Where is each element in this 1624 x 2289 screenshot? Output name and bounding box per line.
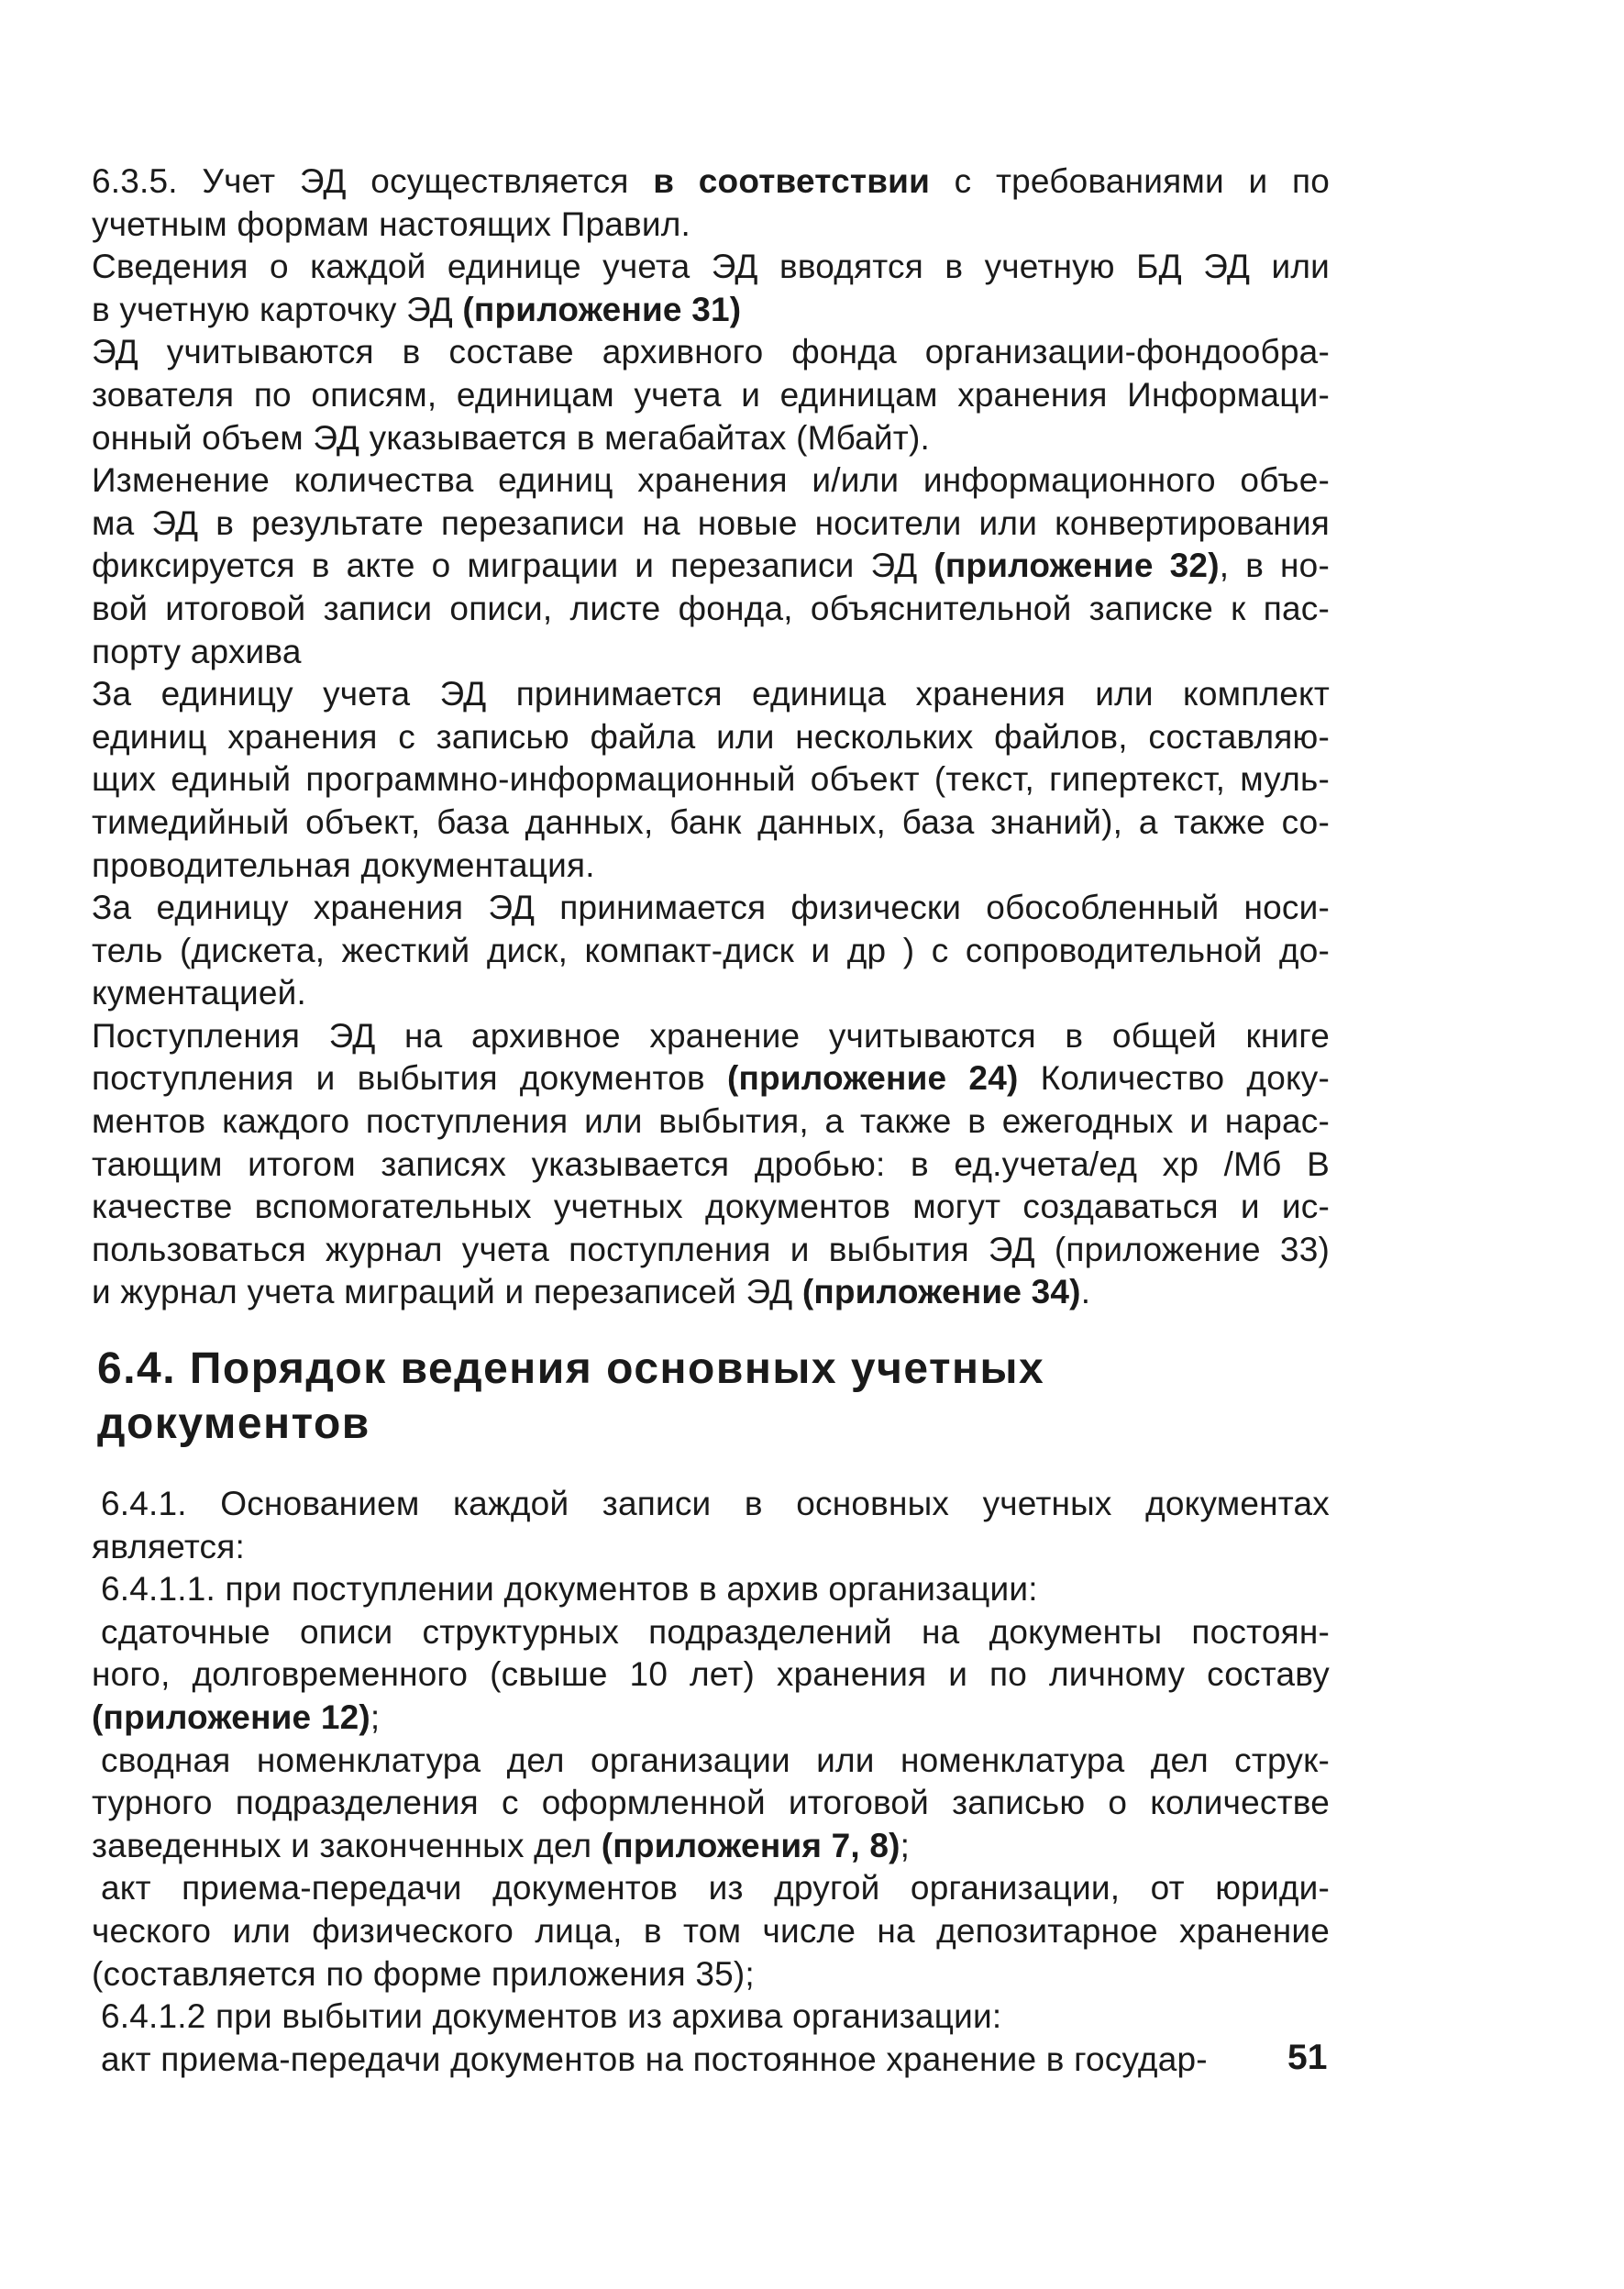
text-line [92, 1825, 1330, 1868]
text-line [92, 1057, 1330, 1100]
text-run: 6.4.1.2 при выбытии документов из архива организации: [101, 1997, 1002, 2036]
text-run: акт приема-передачи документов на постоянное хранение в государ- [101, 2040, 1208, 2078]
text-line [92, 1483, 1330, 1526]
text-run: в учетную карточку ЭД [92, 290, 463, 328]
text-line [92, 758, 1330, 802]
text-line [92, 1867, 1330, 1910]
text-line [92, 2039, 1330, 2082]
text-line [92, 289, 1330, 332]
text-run: ЭД учитываются в составе архивного фонда организации-фондообра- [92, 333, 1330, 371]
paragraph [92, 1483, 1330, 1568]
text-line [92, 1740, 1330, 1783]
bold-text-run: в соответствии [653, 162, 931, 200]
text-line [92, 459, 1330, 503]
text-run: ческого или физического лица, в том числе на депозитарное хранение [92, 1911, 1330, 1950]
text-run: (составляется по форме приложения 35); [92, 1954, 755, 1993]
text-run: тель (дискета, жесткий диск, компакт-диск и др ) с сопроводительной до- [92, 931, 1330, 969]
text-line [92, 246, 1330, 289]
text-run: учетным формам настоящих Правил. [92, 205, 691, 243]
text-run: . [1080, 1273, 1091, 1311]
text-run: фиксируется в акте о миграции и перезаписи ЭД [92, 547, 934, 585]
text-run: онный объем ЭД указывается в мегабайтах (Мбайт). [92, 418, 930, 457]
text-line [92, 545, 1330, 588]
paragraph [92, 2039, 1330, 2082]
text-run: кументацией. [92, 974, 307, 1012]
text-line [92, 417, 1330, 460]
text-line [92, 503, 1330, 546]
text-run: пользоваться журнал учета поступления и выбытия ЭД (приложение 33) [92, 1230, 1330, 1268]
text-line [92, 1653, 1330, 1697]
text-line [92, 845, 1330, 888]
paragraph [92, 1740, 1330, 1868]
text-run: и журнал учета миграций и перезаписей ЭД [92, 1273, 802, 1311]
paragraph [92, 1867, 1330, 1996]
paragraph [92, 1568, 1330, 1611]
text-run: Изменение количества единиц хранения и/или информационного объе- [92, 461, 1330, 500]
text-run: Поступления ЭД на архивное хранение учитываются в общей книге [92, 1016, 1330, 1055]
section-6-3-5-text [92, 160, 1330, 1314]
text-run: вой итоговой записи описи, листе фонда, объяснительной записке к пас- [92, 589, 1330, 627]
text-run: проводительная документация. [92, 846, 595, 884]
paragraph [92, 246, 1330, 331]
page-body [92, 160, 1330, 2081]
paragraph [92, 1996, 1330, 2039]
text-run: зователя по описям, единицам учета и единицам хранения Информаци- [92, 375, 1330, 414]
text-run: качестве вспомогательных учетных документов могут создаваться и ис- [92, 1188, 1330, 1226]
section-6-4-text [92, 1483, 1330, 2081]
text-run: сводная номенклатура дел организации или номенклатура дел струк- [101, 1741, 1330, 1779]
text-line [92, 1100, 1330, 1144]
text-line [92, 1568, 1330, 1611]
text-run: Сведения о каждой единице учета ЭД вводятся в учетную БД ЭД или [92, 248, 1330, 286]
text-line [92, 1144, 1330, 1187]
text-line [92, 204, 1330, 247]
text-run: является: [92, 1527, 245, 1565]
text-line [92, 716, 1330, 759]
text-line [92, 1015, 1330, 1058]
page-number: 51 [1287, 2038, 1328, 2077]
text-line [92, 1996, 1330, 2039]
text-run: Количество доку- [1018, 1059, 1330, 1098]
text-run: акт приема-передачи документов из другой организации, от юриди- [101, 1869, 1330, 1908]
text-line [92, 1611, 1330, 1654]
text-line [92, 802, 1330, 845]
text-line [92, 972, 1330, 1015]
text-line [92, 887, 1330, 930]
paragraph [92, 160, 1330, 246]
bold-text-run: (приложение 31) [462, 290, 742, 328]
bold-text-run: (приложение 34) [801, 1273, 1081, 1311]
paragraph [92, 887, 1330, 1015]
text-run: За единицу учета ЭД принимается единица хранения или комплект [92, 675, 1330, 713]
text-line [92, 1271, 1330, 1314]
text-line [92, 1526, 1330, 1569]
text-line [92, 1229, 1330, 1272]
text-run: поступления и выбытия документов [92, 1059, 727, 1098]
text-run: ного, долговременного (свыше 10 лет) хранения и по личному составу [92, 1655, 1330, 1694]
text-run: , в но- [1219, 547, 1330, 585]
paragraph [92, 1015, 1330, 1314]
text-run: турного подразделения с оформленной итоговой записью о количестве [92, 1784, 1330, 1822]
text-run: ментов каждого поступления или выбытия, а также в ежегодных и нарас- [92, 1102, 1330, 1141]
text-line [92, 160, 1330, 204]
text-line [92, 1697, 1330, 1740]
text-line [92, 673, 1330, 716]
text-line [92, 1782, 1330, 1825]
text-run: щих единый программно-информационный объект (текст, гипертекст, муль- [92, 760, 1330, 799]
bold-text-run: (приложение 24) [726, 1059, 1019, 1098]
text-run: ; [370, 1698, 381, 1736]
paragraph [92, 1611, 1330, 1740]
section-heading: 6.4. Порядок ведения основных учетных документов [97, 1344, 1045, 1449]
text-run: 6.4.1.1. при поступлении документов в архив организации: [101, 1570, 1038, 1609]
text-line [92, 331, 1330, 374]
text-line [92, 588, 1330, 631]
text-run: 6.3.5. Учет ЭД осуществляется [92, 162, 654, 200]
bold-text-run: (приложение 32) [934, 547, 1220, 585]
text-run: 6.4.1. Основанием каждой записи в основных учетных документах [101, 1485, 1330, 1523]
paragraph [92, 459, 1330, 673]
text-run: тающим итогом записях указывается дробью: в ед.учета/ед хр /Мб В [92, 1144, 1330, 1183]
text-line [92, 374, 1330, 417]
text-run: заведенных и законченных дел [92, 1826, 602, 1864]
text-run: порту архива [92, 632, 302, 670]
text-line [92, 631, 1330, 674]
text-run: единиц хранения с записью файла или нескольких файлов, составляю- [92, 717, 1330, 756]
bold-text-run: (приложения 7, 8) [601, 1826, 900, 1864]
text-line [92, 1953, 1330, 1996]
text-run: За единицу хранения ЭД принимается физически обособленный носи- [92, 889, 1330, 927]
text-line [92, 1186, 1330, 1229]
text-run: тимедийный объект, база данных, банк данных, база знаний), а также со- [92, 802, 1330, 841]
bold-text-run: (приложение 12) [92, 1698, 370, 1736]
text-line [92, 1910, 1330, 1953]
text-line [92, 930, 1330, 973]
text-run: ; [900, 1826, 911, 1864]
text-run: сдаточные описи структурных подразделений на документы постоян- [101, 1612, 1330, 1651]
paragraph [92, 331, 1330, 459]
text-run: ма ЭД в результате перезаписи на новые носители или конвертирования [92, 503, 1330, 542]
text-run: с требованиями и по [930, 162, 1330, 200]
paragraph [92, 673, 1330, 887]
